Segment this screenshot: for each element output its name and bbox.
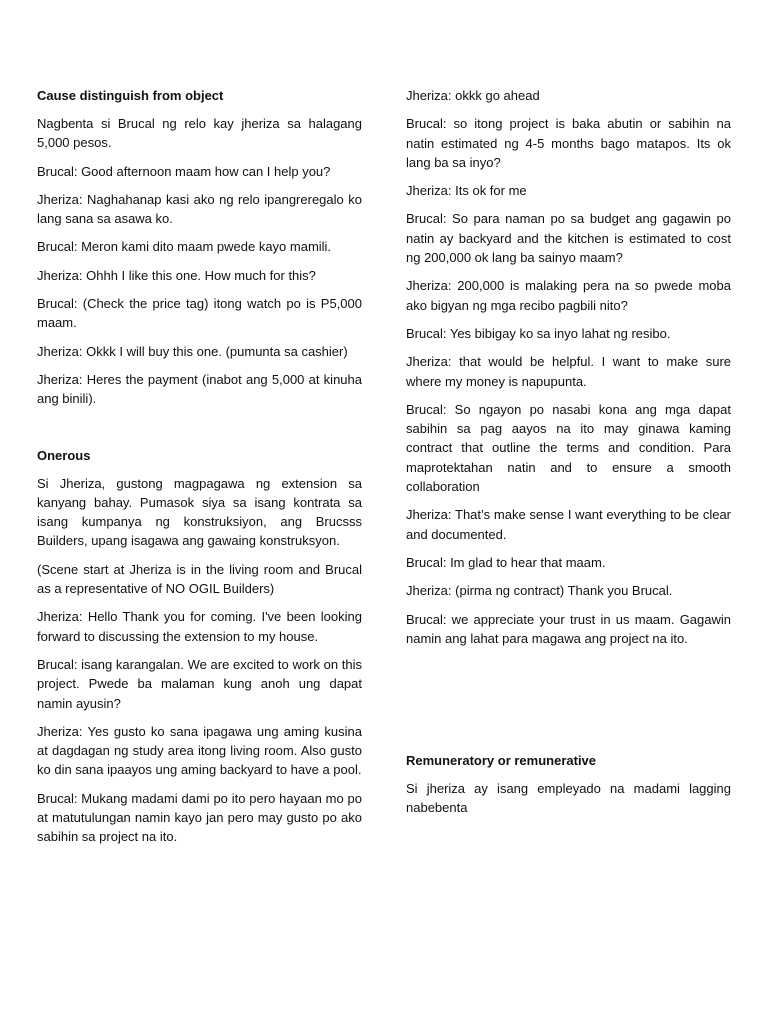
- paragraph: (Scene start at Jheriza is in the living room and Brucal as a representative of NO OGIL Builders): [37, 561, 362, 597]
- paragraph: Brucal: isang karangalan. We are excited to work on this project. Pwede ba malaman kung anoh ung dapat namin ayusin?: [37, 656, 362, 711]
- paragraph: Brucal: So ngayon po nasabi kona ang mga dapat sabihin sa pag aayos na ito may ginawa kaming contract that outline the terms and condition. Para maprotektahan natin and to ensure a smooth collaboration: [406, 401, 731, 495]
- section-heading-onerous: Onerous: [37, 447, 91, 463]
- paragraph: Jheriza: Naghahanap kasi ako ng relo ipangreregalo ko lang sana sa asawa ko.: [37, 191, 362, 227]
- paragraph: Brucal: Good afternoon maam how can I help you?: [37, 163, 331, 179]
- paragraph: Si Jheriza, gustong magpagawa ng extension sa kanyang bahay. Pumasok siya sa isang kontrata sa isang kumpanya ng konstruksiyon, ang Brucsss Builders, upang isagawa ang gawaing konstruksyon.: [37, 475, 362, 549]
- paragraph: Brucal: Yes bibigay ko sa inyo lahat ng resibo.: [406, 325, 671, 341]
- section-heading-cause: Cause distinguish from object: [37, 88, 224, 103]
- paragraph: Brucal: Mukang madami dami po ito pero hayaan mo po at matutulungan namin kayo jan pero may gusto po ako sabihin sa project na ito.: [37, 790, 362, 845]
- paragraph: Si jheriza ay isang empleyado na madami lagging nabebenta: [406, 781, 731, 816]
- paragraph: Jheriza: That’s make sense I want everything to be clear and documented.: [406, 507, 731, 542]
- paragraph: Jheriza: Heres the payment (inabot ang 5,000 at kinuha ang binili).: [37, 371, 362, 407]
- section-spacer: [37, 418, 362, 446]
- section-spacer: [406, 657, 731, 751]
- paragraph: Jheriza: Yes gusto ko sana ipagawa ung aming kusina at dagdagan ng study area itong living room. Also gusto ko din sana ipaayos ung aming backyard to have a pool.: [37, 723, 362, 778]
- paragraph: Jheriza: 200,000 is malaking pera na so pwede moba ako bigyan ng mga recibo pagbili nito?: [406, 278, 731, 313]
- paragraph: Jheriza: okkk go ahead: [406, 88, 540, 103]
- left-column: [37, 86, 362, 856]
- right-column: [406, 86, 731, 827]
- paragraph: Brucal: so itong project is baka abutin or sabihin na natin estimated ng 4-5 months bago matapos. Its ok lang ba sa inyo?: [406, 116, 731, 170]
- paragraph: Brucal: Meron kami dito maam pwede kayo mamili.: [37, 239, 332, 255]
- paragraph: Brucal: (Check the price tag) itong watch po is P5,000 maam.: [37, 296, 362, 331]
- paragraph: Jheriza: that would be helpful. I want to make sure where my money is napupunta.: [406, 354, 731, 389]
- paragraph: Jheriza: Ohhh I like this one. How much for this?: [37, 267, 316, 283]
- paragraph: Jheriza: Its ok for me: [406, 183, 527, 199]
- paragraph: Nagbenta si Brucal ng relo kay jheriza sa halagang 5,000 pesos.: [37, 116, 362, 151]
- paragraph: Brucal: Im glad to hear that maam.: [406, 554, 606, 570]
- paragraph: Jheriza: (pirma ng contract) Thank you Brucal.: [406, 583, 673, 599]
- paragraph: Jheriza: Okkk I will buy this one. (pumunta sa cashier): [37, 343, 348, 359]
- paragraph: Jheriza: Hello Thank you for coming. I've been looking forward to discussing the extension to my house.: [37, 609, 362, 644]
- paragraph: Brucal: So para naman po sa budget ang gagawin po natin ay backyard and the kitchen is estimated to cost ng 200,000 ok lang ba sainyo maam?: [406, 211, 731, 266]
- paragraph: Brucal: we appreciate your trust in us maam. Gagawin namin ang lahat para magawa ang project na ito.: [406, 611, 731, 646]
- section-heading-remuneratory: Remuneratory or remunerative: [406, 753, 597, 769]
